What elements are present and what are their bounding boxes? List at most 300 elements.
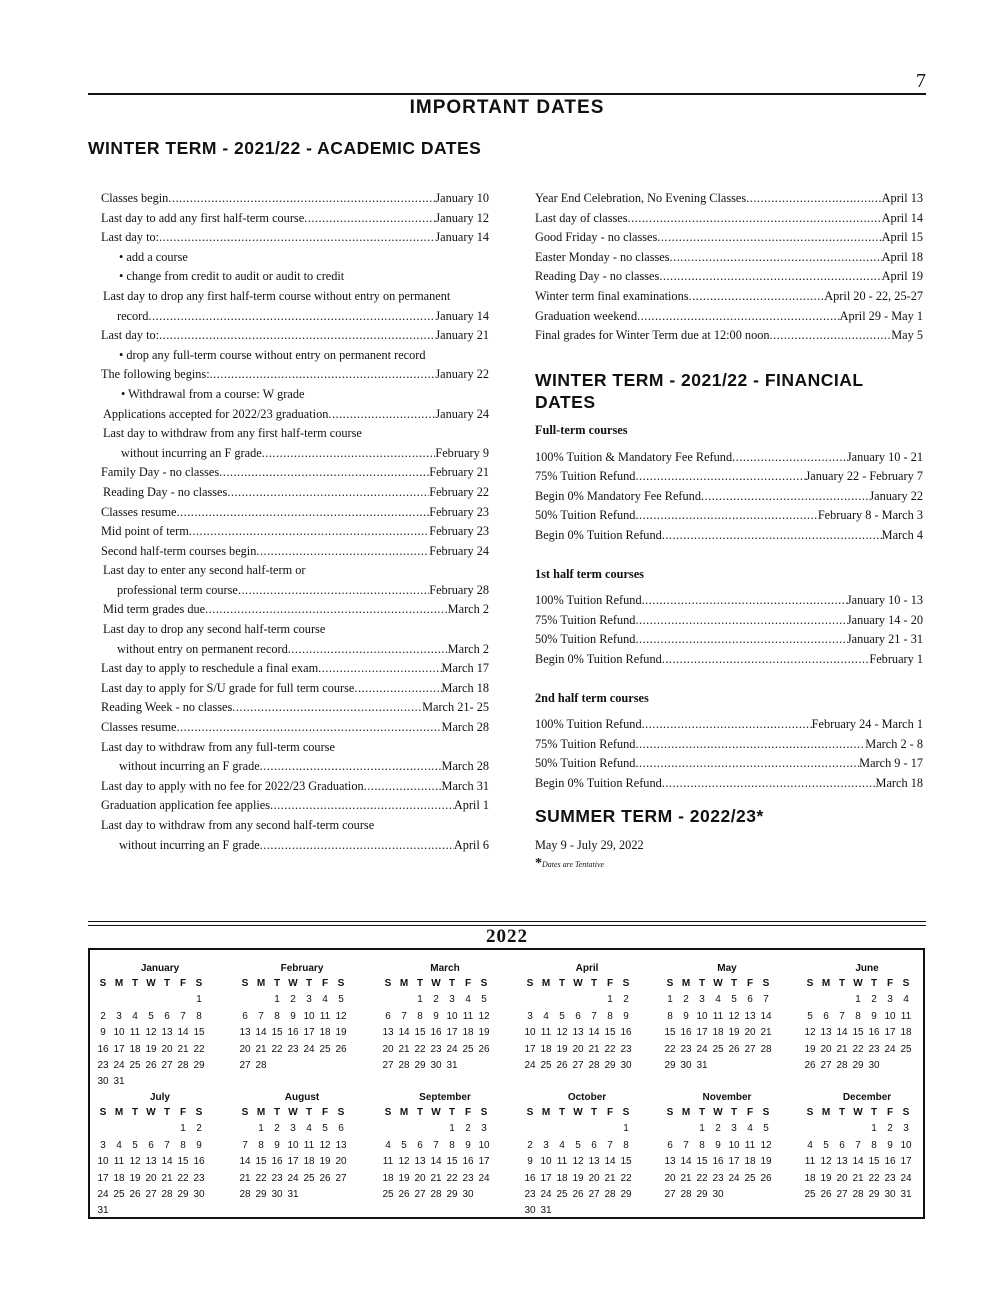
date-row-date: January 21 xyxy=(435,328,489,343)
calendar-day: 12 xyxy=(820,1156,832,1168)
calendar-day: 7 xyxy=(401,1010,407,1022)
calendar-day: 13 xyxy=(414,1156,426,1168)
calendar-day: 20 xyxy=(664,1172,676,1184)
date-row xyxy=(535,526,923,546)
calendar-day: 19 xyxy=(820,1172,832,1184)
date-row-label: Good Friday - no classes xyxy=(535,230,658,245)
calendar-day: 12 xyxy=(335,1010,347,1022)
calendar-day: 11 xyxy=(382,1156,394,1168)
calendar-day: 19 xyxy=(145,1043,157,1055)
calendar-day: 16 xyxy=(712,1156,724,1168)
calendar-day: 9 xyxy=(290,1010,296,1022)
calendar-day: 24 xyxy=(884,1043,896,1055)
date-row-date: April 18 xyxy=(881,249,923,264)
dot-leader xyxy=(701,487,869,507)
calendar-day: 26 xyxy=(804,1059,816,1071)
calendar-day: 1 xyxy=(196,994,202,1006)
calendar-day: 29 xyxy=(255,1188,267,1200)
calendar-day: 1 xyxy=(258,1123,264,1135)
date-row-date: April 15 xyxy=(881,230,923,245)
calendar-day: 9 xyxy=(527,1156,533,1168)
calendar-day: 30 xyxy=(524,1205,536,1217)
calendar-blank xyxy=(834,992,850,1008)
date-row-label: Year End Celebration, No Evening Classes xyxy=(535,191,747,205)
calendar-day: 1 xyxy=(449,1123,455,1135)
calendar-day: 26 xyxy=(556,1059,568,1071)
calendar-day: 5 xyxy=(481,994,487,1006)
calendar-day: 20 xyxy=(572,1043,584,1055)
calendar-day: 4 xyxy=(543,1010,549,1022)
weekday-header: T xyxy=(416,1107,424,1118)
calendar-day: 24 xyxy=(446,1043,458,1055)
dot-leader xyxy=(364,777,442,797)
dot-leader xyxy=(635,754,859,774)
calendar-blank xyxy=(111,1121,127,1137)
calendar-day: 24 xyxy=(97,1188,109,1200)
date-row xyxy=(535,715,923,735)
calendar-day: 22 xyxy=(696,1172,708,1184)
weekday-header: T xyxy=(131,978,139,989)
calendar-month-grid xyxy=(95,976,219,1091)
dot-leader xyxy=(659,267,881,287)
calendar-day: 10 xyxy=(540,1156,552,1168)
weekday-header: T xyxy=(698,978,706,989)
calendar-day: 2 xyxy=(683,994,689,1006)
calendar-day: 24 xyxy=(287,1172,299,1184)
calendar-day: 24 xyxy=(113,1059,125,1071)
date-row-label: The following begins: xyxy=(101,367,210,382)
calendar-day: 22 xyxy=(271,1043,283,1055)
date-row-date: March 17 xyxy=(441,661,489,676)
date-row-date: February 28 xyxy=(429,582,489,597)
calendar-day: 10 xyxy=(728,1139,740,1151)
calendar-day: 16 xyxy=(97,1043,109,1055)
calendar-day: 21 xyxy=(836,1043,848,1055)
calendar-blank xyxy=(678,1121,694,1137)
date-row-label: Classes begin xyxy=(101,191,169,205)
calendar-month-grid xyxy=(237,1105,361,1203)
calendar-day: 29 xyxy=(193,1059,205,1071)
calendar-day: 24 xyxy=(524,1059,536,1071)
calendar-day: 23 xyxy=(884,1172,896,1184)
date-row-date: January 12 xyxy=(435,210,489,225)
weekday-header: T xyxy=(163,978,171,989)
calendar-day: 12 xyxy=(728,1010,740,1022)
date-row-label: Family Day - no classes xyxy=(101,465,220,480)
calendar-day: 6 xyxy=(575,1010,581,1022)
financial-group-title: 1st half term courses xyxy=(535,566,644,581)
calendar-day: 13 xyxy=(820,1027,832,1039)
date-row-date: April 14 xyxy=(881,210,923,225)
weekday-header: S xyxy=(195,978,203,989)
weekday-header: T xyxy=(730,978,738,989)
calendar-day: 17 xyxy=(113,1043,125,1055)
dot-leader xyxy=(628,209,882,229)
calendar-blank xyxy=(253,992,269,1008)
date-row xyxy=(101,405,489,425)
calendar-day: 31 xyxy=(446,1059,458,1071)
dot-leader xyxy=(176,503,429,523)
calendar-day: 18 xyxy=(540,1043,552,1055)
date-row-date: February 1 xyxy=(869,651,923,666)
calendar-month xyxy=(662,1091,786,1203)
calendar-day: 3 xyxy=(699,994,705,1006)
weekday-header: T xyxy=(590,1107,598,1118)
calendar-month-grid xyxy=(802,1105,926,1203)
calendar-day: 27 xyxy=(572,1059,584,1071)
date-row xyxy=(535,248,923,268)
calendar-day: 7 xyxy=(683,1139,689,1151)
calendar-day: 2 xyxy=(871,994,877,1006)
calendar-day: 9 xyxy=(196,1139,202,1151)
date-row-date: February 22 xyxy=(429,484,489,499)
calendar-day: 20 xyxy=(382,1043,394,1055)
calendar-day: 14 xyxy=(177,1027,189,1039)
date-row-date: January 10 xyxy=(435,191,489,205)
calendar-day: 6 xyxy=(148,1139,154,1151)
calendar-day: 16 xyxy=(680,1027,692,1039)
calendar-day: 15 xyxy=(868,1156,880,1168)
calendar-day: 16 xyxy=(620,1027,632,1039)
weekday-header: S xyxy=(99,978,107,989)
calendar-day: 11 xyxy=(900,1010,912,1022)
date-row-date: February 23 xyxy=(429,524,489,539)
calendar-day: 24 xyxy=(540,1188,552,1200)
calendar-day: 14 xyxy=(680,1156,692,1168)
date-row xyxy=(535,611,923,631)
calendar-day: 13 xyxy=(744,1010,756,1022)
calendar-day: 4 xyxy=(465,994,471,1006)
date-row-label: Classes resume xyxy=(101,504,177,519)
weekday-header: T xyxy=(870,1107,878,1118)
date-row xyxy=(101,757,489,777)
date-row-label: 75% Tuition Refund xyxy=(535,736,636,751)
calendar-day: 5 xyxy=(401,1139,407,1151)
calendar-day: 11 xyxy=(804,1156,816,1168)
date-row-date: April 1 xyxy=(453,798,489,813)
weekday-header: T xyxy=(698,1107,706,1118)
calendar-day: 25 xyxy=(744,1172,756,1184)
date-row xyxy=(535,467,923,487)
weekday-header: S xyxy=(902,1107,910,1118)
calendar-day: 18 xyxy=(303,1156,315,1168)
weekday-header: T xyxy=(305,1107,313,1118)
calendar-day: 16 xyxy=(271,1156,283,1168)
calendar-blank xyxy=(175,992,191,1008)
dot-leader xyxy=(232,698,422,718)
dot-leader xyxy=(260,836,454,856)
date-row xyxy=(101,679,489,699)
calendar-day: 28 xyxy=(255,1059,267,1071)
date-row-date: January 14 - 20 xyxy=(846,612,923,627)
page-title: IMPORTANT DATES xyxy=(409,97,605,118)
date-row-date: May 5 xyxy=(891,328,923,343)
calendar-day: 1 xyxy=(667,994,673,1006)
date-row-label: Last day to enter any second half-term or xyxy=(103,563,306,578)
calendar-day: 15 xyxy=(696,1156,708,1168)
weekday-header: M xyxy=(541,1107,551,1118)
calendar-day: 14 xyxy=(398,1027,410,1039)
calendar-day: 9 xyxy=(623,1010,629,1022)
calendar-day: 21 xyxy=(588,1043,600,1055)
calendar-day: 22 xyxy=(193,1043,205,1055)
date-row xyxy=(101,326,489,346)
calendar-day: 15 xyxy=(255,1156,267,1168)
calendar-month xyxy=(237,1091,361,1203)
calendar-day: 2 xyxy=(100,1010,106,1022)
calendar-month-name: March xyxy=(430,963,460,974)
date-row-label: 50% Tuition Refund xyxy=(535,632,636,647)
calendar-month xyxy=(380,1091,504,1203)
calendar-day: 3 xyxy=(887,994,893,1006)
calendar-day: 11 xyxy=(712,1010,724,1022)
dot-leader xyxy=(210,365,436,385)
date-row-label: 50% Tuition Refund xyxy=(535,508,636,523)
calendar-day: 21 xyxy=(760,1027,772,1039)
calendar-day: 8 xyxy=(196,1010,202,1022)
calendar-day: 20 xyxy=(820,1043,832,1055)
calendar-day: 12 xyxy=(145,1027,157,1039)
weekday-header: W xyxy=(146,1107,156,1118)
calendar-day: 2 xyxy=(290,994,296,1006)
calendar-month-grid xyxy=(802,976,926,1074)
date-row xyxy=(535,209,923,229)
date-row-date: April 6 xyxy=(453,837,489,852)
calendar-day: 7 xyxy=(591,1010,597,1022)
calendar-month-grid xyxy=(380,1105,504,1203)
dot-leader xyxy=(662,774,876,794)
calendar-month-name: February xyxy=(280,963,324,974)
calendar-day: 22 xyxy=(255,1172,267,1184)
summer-term-heading: SUMMER TERM - 2022/23* xyxy=(535,806,764,826)
calendar-day: 7 xyxy=(607,1139,613,1151)
weekday-header: W xyxy=(146,978,156,989)
calendar-day: 2 xyxy=(465,1123,471,1135)
calendar-day: 13 xyxy=(836,1156,848,1168)
calendar-day: 30 xyxy=(680,1059,692,1071)
calendar-day: 23 xyxy=(271,1172,283,1184)
calendar-day: 28 xyxy=(239,1188,251,1200)
calendar-day: 8 xyxy=(258,1139,264,1151)
calendar-day: 11 xyxy=(556,1156,568,1168)
date-row-label: Last day to apply with no fee for 2022/23 Graduation xyxy=(101,778,364,793)
calendar-day: 17 xyxy=(303,1027,315,1039)
calendar-day: 19 xyxy=(129,1172,141,1184)
calendar-day: 18 xyxy=(462,1027,474,1039)
weekday-header: S xyxy=(806,978,814,989)
weekday-header: F xyxy=(179,978,187,989)
calendar-rule xyxy=(88,921,926,922)
calendar-day: 17 xyxy=(900,1156,912,1168)
date-row-date: April 19 xyxy=(881,269,923,284)
calendar-month xyxy=(237,962,361,1074)
calendar-day: 6 xyxy=(385,1010,391,1022)
date-row-label: 50% Tuition Refund xyxy=(535,756,636,771)
calendar-day: 13 xyxy=(572,1027,584,1039)
dot-leader xyxy=(635,630,846,650)
date-row-date: March 2 xyxy=(447,641,489,656)
weekday-header: F xyxy=(179,1107,187,1118)
calendar-day: 3 xyxy=(100,1139,106,1151)
calendar-blank xyxy=(802,992,818,1008)
date-row-note xyxy=(101,385,489,405)
calendar-blank xyxy=(412,1121,428,1137)
calendar-day: 1 xyxy=(417,994,423,1006)
weekday-header: T xyxy=(558,978,566,989)
calendar-month-grid xyxy=(662,976,786,1074)
date-row-label: without incurring an F grade xyxy=(119,759,260,774)
calendar-day: 19 xyxy=(319,1156,331,1168)
calendar-day: 16 xyxy=(524,1172,536,1184)
calendar-day: 1 xyxy=(274,994,280,1006)
calendar-day: 29 xyxy=(696,1188,708,1200)
calendar-day: 28 xyxy=(177,1059,189,1071)
calendar-day: 29 xyxy=(620,1188,632,1200)
date-row-label: Reading Day - no classes xyxy=(535,269,660,284)
calendar-blank xyxy=(554,1121,570,1137)
calendar-day: 5 xyxy=(763,1123,769,1135)
calendar-day: 4 xyxy=(385,1139,391,1151)
calendar-day: 6 xyxy=(747,994,753,1006)
top-rule xyxy=(88,93,926,95)
academic-dates-heading: WINTER TERM - 2021/22 - ACADEMIC DATES xyxy=(88,138,482,158)
date-row-date: February 21 xyxy=(429,465,489,480)
date-row-date: January 22 xyxy=(869,488,923,503)
calendar-day: 4 xyxy=(132,1010,138,1022)
calendar-day: 20 xyxy=(588,1172,600,1184)
calendar-day: 19 xyxy=(572,1172,584,1184)
date-row xyxy=(535,591,923,611)
weekday-header: S xyxy=(902,978,910,989)
weekday-header: F xyxy=(606,1107,614,1118)
calendar-day: 10 xyxy=(478,1139,490,1151)
calendar-month-name: December xyxy=(842,1092,892,1103)
calendar-day: 1 xyxy=(855,994,861,1006)
date-row-note xyxy=(101,620,489,640)
calendar-day: 12 xyxy=(319,1139,331,1151)
dot-leader xyxy=(635,506,817,526)
calendar-month-name: October xyxy=(567,1092,607,1103)
weekday-header: T xyxy=(448,1107,456,1118)
dot-leader xyxy=(770,326,892,346)
date-row-label: Graduation weekend xyxy=(535,308,638,323)
weekday-header: M xyxy=(114,1107,124,1118)
date-row-label: Last day to withdraw from any first half-term course xyxy=(103,426,362,441)
weekday-header: M xyxy=(256,1107,266,1118)
weekday-header: F xyxy=(606,978,614,989)
calendar-day: 8 xyxy=(699,1139,705,1151)
dot-leader xyxy=(189,522,429,542)
calendar-day: 5 xyxy=(148,1010,154,1022)
date-row xyxy=(535,326,923,346)
weekday-header: S xyxy=(762,978,770,989)
date-row-label: Last day to withdraw from any full-term course xyxy=(101,739,335,754)
calendar-day: 17 xyxy=(696,1027,708,1039)
calendar-day: 4 xyxy=(306,1123,312,1135)
weekday-header: S xyxy=(666,1107,674,1118)
calendar-month xyxy=(522,1091,646,1220)
dot-leader xyxy=(270,796,454,816)
calendar-month xyxy=(380,962,504,1074)
weekday-header: F xyxy=(321,978,329,989)
date-row-label: Easter Monday - no classes xyxy=(535,249,670,264)
date-row-label: • change from credit to audit or audit to credit xyxy=(119,269,345,284)
calendar-day: 25 xyxy=(462,1043,474,1055)
date-row-date: March 28 xyxy=(441,759,489,774)
calendar-day: 13 xyxy=(382,1027,394,1039)
calendar-day: 17 xyxy=(728,1156,740,1168)
calendar-day: 7 xyxy=(433,1139,439,1151)
calendar-day: 7 xyxy=(258,1010,264,1022)
dot-leader xyxy=(662,526,882,546)
date-row-label: Last day to drop any first half-term course without entry on permanent xyxy=(103,288,451,303)
weekday-header: W xyxy=(573,1107,583,1118)
weekday-header: S xyxy=(526,1107,534,1118)
date-row-note xyxy=(101,738,489,758)
calendar-day: 11 xyxy=(319,1010,331,1022)
weekday-header: S xyxy=(762,1107,770,1118)
weekday-header: S xyxy=(806,1107,814,1118)
calendar-day: 1 xyxy=(607,994,613,1006)
calendar-month-name: November xyxy=(702,1092,752,1103)
calendar-day: 8 xyxy=(667,1010,673,1022)
calendar-day: 27 xyxy=(664,1188,676,1200)
calendar-day: 8 xyxy=(180,1139,186,1151)
financial-dates-list xyxy=(535,421,923,794)
calendar-day: 10 xyxy=(900,1139,912,1151)
calendar-blank xyxy=(95,1121,111,1137)
weekday-header: W xyxy=(713,978,723,989)
weekday-header: S xyxy=(480,1107,488,1118)
calendar-day: 6 xyxy=(667,1139,673,1151)
calendar-day: 10 xyxy=(696,1010,708,1022)
date-row-note xyxy=(101,424,489,444)
calendar-day: 4 xyxy=(903,994,909,1006)
calendar-day: 21 xyxy=(398,1043,410,1055)
calendar-day: 5 xyxy=(807,1010,813,1022)
calendar-day: 3 xyxy=(306,994,312,1006)
weekday-header: W xyxy=(853,1107,863,1118)
date-row-label: Last day of classes xyxy=(535,210,628,225)
dot-leader xyxy=(662,650,870,670)
calendar-blank xyxy=(850,1121,866,1137)
calendar-month-grid xyxy=(95,1105,219,1220)
calendar-day: 19 xyxy=(728,1027,740,1039)
dot-leader xyxy=(635,611,846,631)
calendar-day: 25 xyxy=(540,1059,552,1071)
calendar-day: 13 xyxy=(161,1027,173,1039)
calendar-day: 21 xyxy=(604,1172,616,1184)
calendar-day: 10 xyxy=(287,1139,299,1151)
financial-dates-heading: WINTER TERM - 2021/22 - FINANCIAL DATES xyxy=(535,370,864,412)
calendar-blank xyxy=(834,1121,850,1137)
calendar-day: 16 xyxy=(430,1027,442,1039)
weekday-header: M xyxy=(681,978,691,989)
date-row xyxy=(535,189,923,209)
calendar-day: 3 xyxy=(903,1123,909,1135)
weekday-header: W xyxy=(431,1107,441,1118)
calendar-blank xyxy=(570,992,586,1008)
calendar-day: 6 xyxy=(823,1010,829,1022)
calendar-day: 13 xyxy=(664,1156,676,1168)
calendar-day: 4 xyxy=(116,1139,122,1151)
date-row xyxy=(535,267,923,287)
calendar-day: 8 xyxy=(623,1139,629,1151)
weekday-header: S xyxy=(337,978,345,989)
date-row xyxy=(535,228,923,248)
weekday-header: T xyxy=(163,1107,171,1118)
calendar-day: 17 xyxy=(97,1172,109,1184)
